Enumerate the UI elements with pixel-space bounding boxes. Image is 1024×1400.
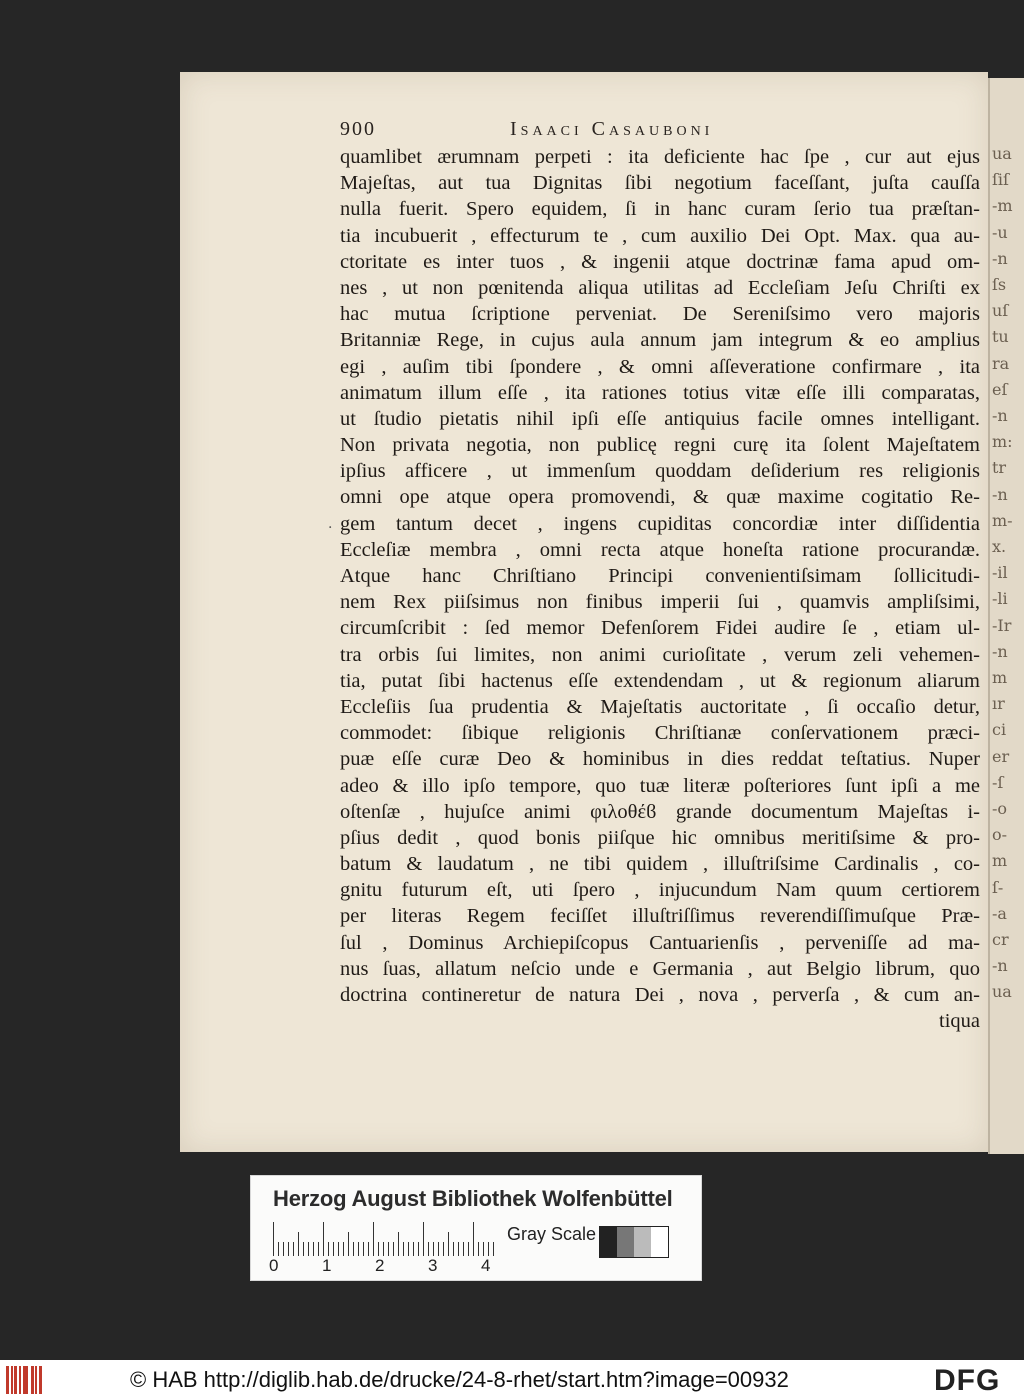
ruler-tick [453, 1242, 454, 1256]
text-line: gem tantum decet , ingens cupiditas concordiæ inter diſſidentia [340, 512, 980, 535]
ruler-tick [313, 1242, 314, 1256]
text-line: tiqua [939, 1010, 980, 1033]
ruler-tick [348, 1232, 349, 1256]
ruler-tick [383, 1242, 384, 1256]
text-line: Eccleſiæ membra , omni recta atque honeſta ratione procurandæ. [340, 538, 980, 561]
next-page-fragment: -ſ [992, 772, 1004, 792]
text-line: tia incubuerit , effecturum te , cum auxilio Dei Opt. Max. qua au- [340, 224, 980, 247]
next-page-fragment: -Ir [992, 615, 1012, 635]
text-line: hac mutua ſcriptione perveniat. De Sereniſsimo vero majoris [340, 303, 980, 326]
next-page-fragment: -o [992, 799, 1008, 818]
scale-number: 4 [481, 1256, 491, 1275]
next-page-fragment: m- [992, 510, 1013, 530]
gray-swatch [617, 1227, 634, 1257]
ruler-tick [328, 1242, 329, 1256]
text-line: batum & laudatum , ne tibi quidem , illuſtriſsime Cardinalis , co- [340, 853, 980, 876]
text-line: animatum illum eſſe , ita rationes totius vitæ eſſe illi comparatas, [340, 381, 980, 404]
text-line: tia, putat ſibi hactenus eſſe extendendam , ut & regionum aliarum [340, 669, 980, 692]
next-page-fragment: -m [992, 196, 1013, 216]
ruler-tick [368, 1242, 369, 1256]
logo-bar [6, 1366, 9, 1394]
ruler-tick [478, 1242, 479, 1256]
library-name: Herzog August Bibliothek Wolfenbüttel [273, 1186, 673, 1211]
scale-number: 1 [322, 1256, 332, 1275]
next-page-fragment: uſ [992, 301, 1009, 321]
next-page-fragment: ſ- [992, 877, 1004, 897]
next-page-fragment: -n [992, 248, 1008, 268]
gray-scale-label: Gray Scale [507, 1224, 597, 1244]
margin-mark: · [328, 520, 333, 536]
ruler-tick [388, 1242, 389, 1256]
ruler-tick [488, 1242, 489, 1256]
logo-bar [26, 1366, 28, 1394]
next-page-fragment: ra [992, 353, 1010, 373]
text-line: nulla fuerit. Spero equidem, ſi in hanc curam ſerio tua præſtan- [340, 198, 980, 221]
text-line: Majeſtas, aut tua Dignitas ſibi negotium faceſſant, juſta cauſſa [340, 172, 980, 195]
next-page-fragment: er [992, 746, 1010, 766]
ruler-tick [353, 1242, 354, 1256]
ruler-tick [448, 1232, 449, 1256]
ruler-tick [438, 1242, 439, 1256]
text-line: per literas Regem feciſſet illuſtriſſimus reverendiſſimuſque Præ- [340, 905, 980, 928]
gray-swatch [651, 1227, 668, 1257]
text-line: ſul , Dominus Archiepiſcopus Cantuarienſis , perveniſſe ad ma- [340, 931, 980, 954]
next-page-fragment: -a [992, 903, 1007, 923]
ruler-tick [293, 1242, 294, 1256]
text-line: commodet: ſibique religionis Chriſtianæ conſervationem præci- [340, 722, 980, 745]
ruler-tick [363, 1242, 364, 1256]
next-page-fragment: -n [992, 406, 1008, 425]
ruler-tick [373, 1222, 374, 1256]
next-page-fragment: tr [992, 458, 1007, 478]
text-line: gnitu futurum eſt, uti ſpero , injucundum Nam quum certiorem [340, 879, 980, 902]
logo-bar [35, 1366, 37, 1394]
ruler-tick [298, 1232, 299, 1256]
logo-bar [11, 1366, 13, 1394]
text-line: pſius dedit , quod bonis piiſque hic omnibus meritiſsime & pro- [340, 826, 980, 849]
body-text [340, 144, 980, 1034]
next-page-fragment: ır [992, 694, 1005, 714]
logo-bar [31, 1366, 34, 1394]
running-title: Isaaci Casauboni [510, 118, 714, 140]
logo-bar [14, 1366, 17, 1394]
text-line: tra orbis ſui limites, non animi curioſitate , verum zeli vehemen- [340, 643, 980, 666]
next-page-fragment: ſiſ [992, 170, 1009, 190]
text-line: Britanniæ Rege, in cujus aula annum jam integrum & eo amplius [340, 329, 980, 352]
next-page-fragment: o- [992, 825, 1008, 845]
ruler-tick [288, 1242, 289, 1256]
text-line: nus ſuas, allatum neſcio unde e Germania , aut Belgio librum, quo [340, 957, 980, 980]
text-line: ctoritate es inter tuos , & ingenii atque doctrinæ fama apud om- [340, 250, 980, 273]
ruler-tick [473, 1222, 474, 1256]
text-line: Eccleſiis ſua prudentia & Majeſtatis auctoritate , ſi occaſio detur, [340, 695, 980, 718]
next-page-fragment: eſ [992, 379, 1008, 399]
text-line: egi , auſim tibi ſpondere , & omni aſſeveratione confirmare , ita [340, 355, 980, 378]
ruler-tick [408, 1242, 409, 1256]
next-page-fragment: -n [992, 641, 1008, 661]
ruler-tick [398, 1232, 399, 1256]
text-line: circumſcribit : ſed memor Defenſorem Fidei audire ſe , etiam ul- [340, 617, 980, 640]
text-line: adeo & illo ipſo tempore, quo tuæ literæ poſteriores ſunt ipſi a me [340, 774, 980, 797]
ruler-tick [493, 1242, 494, 1256]
library-label [250, 1175, 702, 1281]
next-page-fragment: ci [992, 720, 1007, 740]
gray-swatch [634, 1227, 651, 1257]
ruler-tick [378, 1242, 379, 1256]
next-page-fragment: cr [992, 930, 1009, 949]
ruler-tick [483, 1242, 484, 1256]
hab-logo-icon [6, 1366, 44, 1394]
text-line: doctrina contineretur de natura Dei , nova , perverſa , & cum an- [340, 984, 980, 1006]
text-line: Atque hanc Chriſtiano Principi convenientiſsimam ſollicitudi- [340, 565, 980, 587]
ruler-tick [458, 1242, 459, 1256]
ruler-tick [318, 1242, 319, 1256]
next-page-fragment: tu [992, 327, 1009, 347]
page-number: 900 [340, 118, 376, 140]
text-line: quamlibet ærumnam perpeti : ita deficiente hac ſpe , cur aut ejus [340, 146, 980, 168]
text-line: Non privata negotia, non publicę regni curę ita ſolent Majeſtatem [340, 434, 980, 457]
next-page-fragment: -n [992, 956, 1008, 976]
ruler-tick [418, 1242, 419, 1256]
next-page-fragment: m [992, 668, 1008, 687]
ruler-tick [283, 1242, 284, 1256]
ruler-tick [333, 1242, 334, 1256]
ruler-tick [443, 1242, 444, 1256]
book-page [180, 72, 988, 1152]
next-page-fragment: ua [992, 144, 1012, 163]
scale-number: 3 [428, 1256, 438, 1275]
ruler-tick [308, 1242, 309, 1256]
dfg-logo: DFG [934, 1364, 1001, 1397]
ruler-tick [423, 1222, 424, 1256]
text-line: nes , ut non pœnitenda aliqua utilitas ad Eccleſiam Jeſu Chriſti ex [340, 276, 980, 299]
next-page-fragment: m: [992, 432, 1013, 452]
gray-scale-swatches [599, 1226, 669, 1258]
next-page-fragment: m [992, 851, 1008, 871]
text-line: nem Rex piiſsimus non finibus imperii ſui , quamvis ampliſsimi, [340, 591, 980, 614]
ruler-tick [358, 1242, 359, 1256]
ruler-tick [278, 1242, 279, 1256]
logo-bar [19, 1366, 21, 1394]
ruler-tick [468, 1242, 469, 1256]
ruler-tick [403, 1242, 404, 1256]
logo-bar [39, 1366, 42, 1394]
text-line: ipſius afficere , ut immenſum quoddam deſiderium res religionis [340, 460, 980, 483]
next-page-fragment: -li [992, 589, 1008, 609]
scale-number: 2 [375, 1256, 385, 1275]
copyright-link[interactable]: © HAB http://diglib.hab.de/drucke/24-8-rhet/start.htm?image=00932 [130, 1367, 789, 1392]
scale-ruler [273, 1220, 493, 1256]
ruler-tick [303, 1242, 304, 1256]
ruler-tick [428, 1242, 429, 1256]
text-line: ut ſtudio pietatis nihil ipſi eſſe antiquius facile omnes intelligant. [340, 407, 980, 430]
next-page-fragment: x. [992, 537, 1007, 556]
ruler-tick [463, 1242, 464, 1256]
text-line: omni ope atque opera promovendi, & quæ maxime cogitatio Re- [340, 486, 980, 509]
ruler-tick [273, 1222, 274, 1256]
next-page-fragment: -u [992, 222, 1008, 242]
next-page-edge [988, 78, 1024, 1154]
next-page-fragment: -il [992, 563, 1008, 583]
ruler-tick [433, 1242, 434, 1256]
ruler-tick [338, 1242, 339, 1256]
next-page-fragment: ſs [992, 275, 1007, 294]
footer-bar [0, 1360, 1024, 1400]
ruler-tick [413, 1242, 414, 1256]
text-line: oſtenſæ , hujuſce animi φιλοθέϐ grande documentum Majeſtas i- [340, 800, 980, 823]
next-page-fragment: ua [992, 982, 1012, 1002]
gray-swatch [600, 1227, 617, 1257]
ruler-tick [393, 1242, 394, 1256]
next-page-fragment: -n [992, 484, 1008, 504]
ruler-tick [323, 1222, 324, 1256]
text-line: puæ eſſe curæ Deo & hominibus in dies reddat teſtatius. Nuper [340, 748, 980, 771]
ruler-tick [343, 1242, 344, 1256]
scale-number: 0 [269, 1256, 279, 1275]
